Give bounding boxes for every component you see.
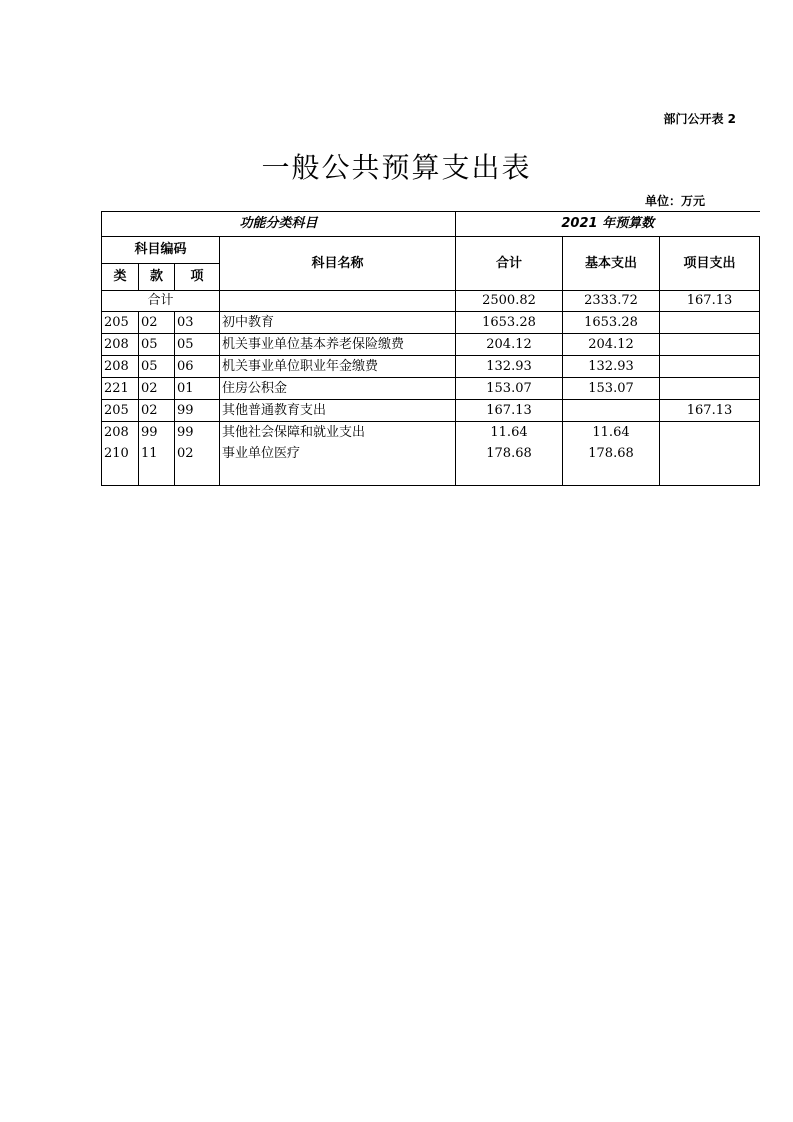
row-project (660, 312, 760, 334)
header-row-1 (102, 212, 760, 237)
row-total: 204.12 (456, 334, 563, 356)
row-total: 153.07 (456, 378, 563, 400)
row-item: 03 (175, 312, 220, 334)
row-basic-stack (563, 422, 660, 486)
unit-label: 单位：万元 (644, 194, 705, 208)
row-item: 06 (175, 356, 220, 378)
row-class: 208 (102, 356, 139, 378)
section-header: 款 (139, 264, 175, 291)
row-section: 05 (139, 356, 175, 378)
row-name: 其他普通教育支出 (220, 400, 456, 422)
row-section: 02 (139, 378, 175, 400)
document-number: 部门公开表 2 (663, 112, 736, 126)
row-class: 208 (104, 425, 129, 440)
row-total-stack (456, 422, 563, 486)
table-row-group (102, 422, 760, 486)
row-project (660, 378, 760, 400)
table-row (102, 400, 760, 422)
row-item: 05 (175, 334, 220, 356)
budget-table (101, 211, 760, 486)
row-name: 机关事业单位职业年金缴费 (220, 356, 456, 378)
row-section: 11 (141, 446, 158, 461)
total-row-project: 167.13 (660, 291, 760, 312)
row-section: 99 (141, 425, 158, 440)
class-header: 类 (102, 264, 139, 291)
row-class: 205 (102, 312, 139, 334)
row-class: 208 (102, 334, 139, 356)
total-row (102, 291, 760, 312)
row-total: 178.68 (486, 446, 532, 461)
row-project (660, 356, 760, 378)
item-header: 项 (175, 264, 220, 291)
row-name: 事业单位医疗 (222, 446, 301, 461)
functional-classification-header: 功能分类科目 (102, 212, 456, 237)
row-basic (563, 400, 660, 422)
table-row (102, 378, 760, 400)
row-basic: 153.07 (563, 378, 660, 400)
row-project-stack (660, 422, 760, 486)
total-row-label: 合计 (102, 291, 220, 312)
total-row-name (220, 291, 456, 312)
row-total: 11.64 (490, 425, 528, 440)
row-class-stack (102, 422, 139, 486)
row-class: 221 (102, 378, 139, 400)
header-row-2 (102, 237, 760, 264)
row-total: 132.93 (456, 356, 563, 378)
row-name: 机关事业单位基本养老保险缴费 (220, 334, 456, 356)
row-class: 210 (104, 446, 129, 461)
row-section: 05 (139, 334, 175, 356)
row-item: 02 (177, 446, 194, 461)
row-name: 住房公积金 (220, 378, 456, 400)
subject-name-header: 科目名称 (220, 237, 456, 291)
row-basic: 204.12 (563, 334, 660, 356)
row-item: 99 (175, 400, 220, 422)
basic-expenditure-header: 基本支出 (563, 237, 660, 291)
row-name: 初中教育 (220, 312, 456, 334)
table-row (102, 312, 760, 334)
total-header: 合计 (456, 237, 563, 291)
row-section-stack (139, 422, 175, 486)
row-project: 167.13 (660, 400, 760, 422)
project-expenditure-header: 项目支出 (660, 237, 760, 291)
table-row (102, 334, 760, 356)
subject-code-header: 科目编码 (102, 237, 220, 264)
row-basic: 132.93 (563, 356, 660, 378)
row-section: 02 (139, 312, 175, 334)
row-project (660, 334, 760, 356)
row-total: 167.13 (456, 400, 563, 422)
row-class: 205 (102, 400, 139, 422)
row-basic: 1653.28 (563, 312, 660, 334)
row-section: 02 (139, 400, 175, 422)
row-name-stack (220, 422, 456, 486)
row-basic: 11.64 (592, 425, 630, 440)
table-row (102, 356, 760, 378)
row-item: 99 (177, 425, 194, 440)
total-row-basic: 2333.72 (563, 291, 660, 312)
page-title: 一般公共预算支出表 (261, 151, 532, 184)
row-basic: 178.68 (588, 446, 634, 461)
total-row-total: 2500.82 (456, 291, 563, 312)
budget-year-header: 2021 年预算数 (456, 212, 760, 237)
row-total: 1653.28 (456, 312, 563, 334)
row-item-stack (175, 422, 220, 486)
row-item: 01 (175, 378, 220, 400)
row-name: 其他社会保障和就业支出 (222, 425, 366, 440)
